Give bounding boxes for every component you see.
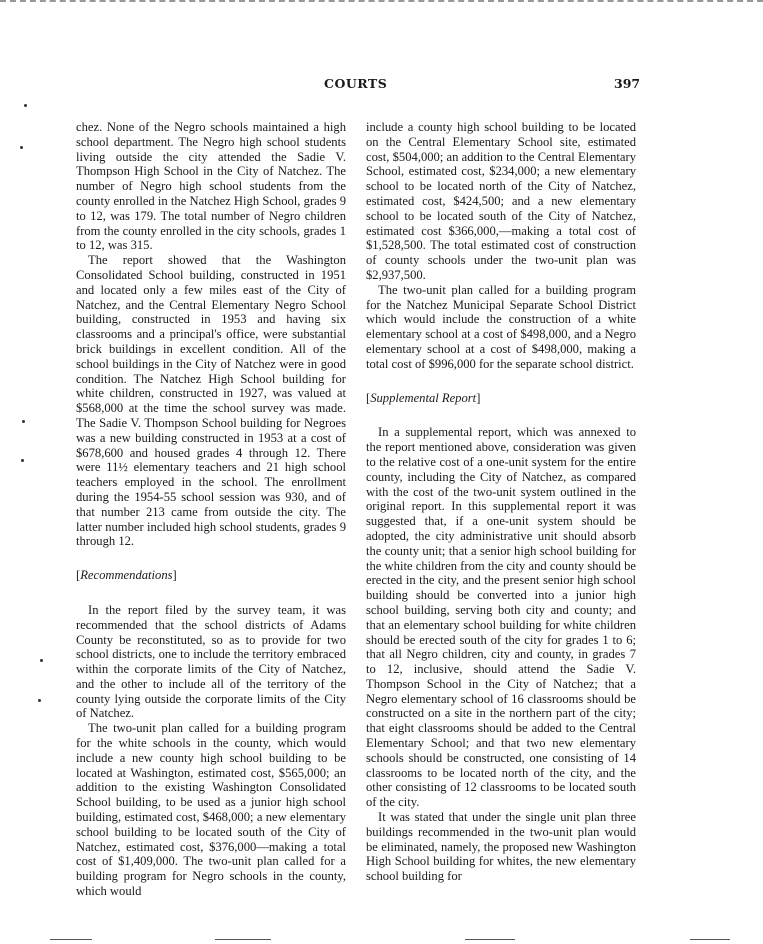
top-dashed-rule — [0, 0, 763, 2]
section-heading: [Supplemental Report] — [366, 390, 481, 405]
paragraph: The two-unit plan called for a building program for the Natchez Municipal Separate School District which would include the construction of a white elementary school at a cost of $498,000, and a Negro elementary school at a cost of $498,000, making a total cost of $996,000 for the separate school district. — [366, 282, 636, 371]
paragraph: include a county high school building to be located on the Central Elementary School site, estimated cost, $504,000; an addition to the Central Elementary School, estimated cost, $234,000; a new elementary school to be located north of the City of Natchez, estimated cost, $424,500; and a new elementary school to be located south of the City of Natchez, estimated cost $366,000,—making a total cost of $1,528,500. The total estimated cost of construction of county schools under the two-unit plan was $2,937,500. — [366, 120, 636, 282]
paragraph: chez. None of the Negro schools maintained a high school department. The Negro high school students living outside the city attended the Sadie V. Thompson High School in the City of Natchez. The number of Negro high school students from the county enrolled in the Natchez High School, grades 9 to 12, was 179. The total number of Negro children from the county enrolled in the city schools, grades 1 to 12, was 315. — [76, 120, 346, 253]
bottom-edge-mark — [465, 939, 515, 940]
margin-speck — [22, 420, 25, 423]
running-head: COURTS — [324, 76, 388, 91]
paragraph: In the report filed by the survey team, it was recommended that the school districts of Adams County be reconstituted, so as to provide for two school districts, one to include the territory embraced within the corporate limits of the City of Natchez, and the other to include all of the territory of the county lying outside the corporate limits of the City of Natchez. — [76, 602, 346, 721]
section-heading-text: Recommendations — [80, 568, 173, 583]
margin-speck — [40, 659, 43, 662]
section-heading-text: Supplemental Report — [370, 390, 477, 405]
margin-speck — [20, 146, 23, 149]
paragraph: The two-unit plan called for a building program for the white schools in the county, which would include a new county high school building to be located at Washington, estimated cost, $565,000; an addition to the existing Washington Consolidated School building, to be used as a junior high school building, estimated cost, $468,000; a new elementary school building to be located south of the City of Natchez, estimated cost, $376,000—making a total cost of $1,409,000. The two-unit plan called for a building program for Negro schools in the county, which would — [76, 721, 346, 899]
paragraph: It was stated that under the single unit plan three buildings recommended in the two-unit plan would be eliminated, namely, the proposed new Washington High School building for whites, the new elementary school building for — [366, 810, 636, 884]
bottom-edge-mark — [50, 939, 92, 940]
page-number: 397 — [614, 76, 641, 91]
left-column — [76, 120, 346, 899]
right-column — [366, 120, 636, 884]
bottom-edge-mark — [215, 939, 271, 940]
paragraph: In a supplemental report, which was annexed to the report mentioned above, consideration was given to the relative cost of a one-unit system for the entire county, including the City of Natchez, as compared with the cost of the two-unit system outlined in the original report. In this supplemental report it was suggested that, if a one-unit system should be adopted, the city administrative unit should absorb the county unit; that a senior high school building for the white children from the city and county should be erected in the city, and the present senior high school building should be converted into a junior high school building, serving both city and county; and that an elementary school building for white children should be erected south of the city for grades 1 to 6; that all Negro children, city and county, in grades 7 to 12, inclusive, should attend the Sadie V. Thompson School in the City of Natchez; that a Negro elementary school of 16 classrooms should be constructed on a site in the northern part of the city; that eight classrooms should be added to the Central Elementary School; and that two new elementary schools should be constructed, one consisting of 14 classrooms to be located north of the city, and the other consisting of 12 classrooms to be located south of the city. — [366, 425, 636, 810]
paragraph: The report showed that the Washington Consolidated School building, constructed in 1951 and located only a few miles east of the City of Natchez, and the Central Elementary Negro School building, constructed in 1953 and having six classrooms and a principal's office, were substantial brick buildings in excellent condition. All of the school buildings in the City of Natchez were in good condition. The Natchez High School building for white children, constructed in 1927, was valued at $568,000 at the time the school survey was made. The Sadie V. Thompson School building for Negroes was a new building constructed in 1953 at a cost of $678,600 and housed grades 4 through 12. There were 11½ elementary teachers and 21 high school teachers employed in the school. The enrollment during the 1954-55 school session was 930, and of that number 213 came from outside the city. The latter number included high school students, grades 9 through 12. — [76, 253, 346, 549]
margin-speck — [21, 459, 24, 462]
margin-speck — [38, 699, 41, 702]
bottom-edge-mark — [690, 939, 730, 940]
section-heading: [Recommendations] — [76, 568, 177, 583]
margin-speck — [24, 104, 27, 107]
